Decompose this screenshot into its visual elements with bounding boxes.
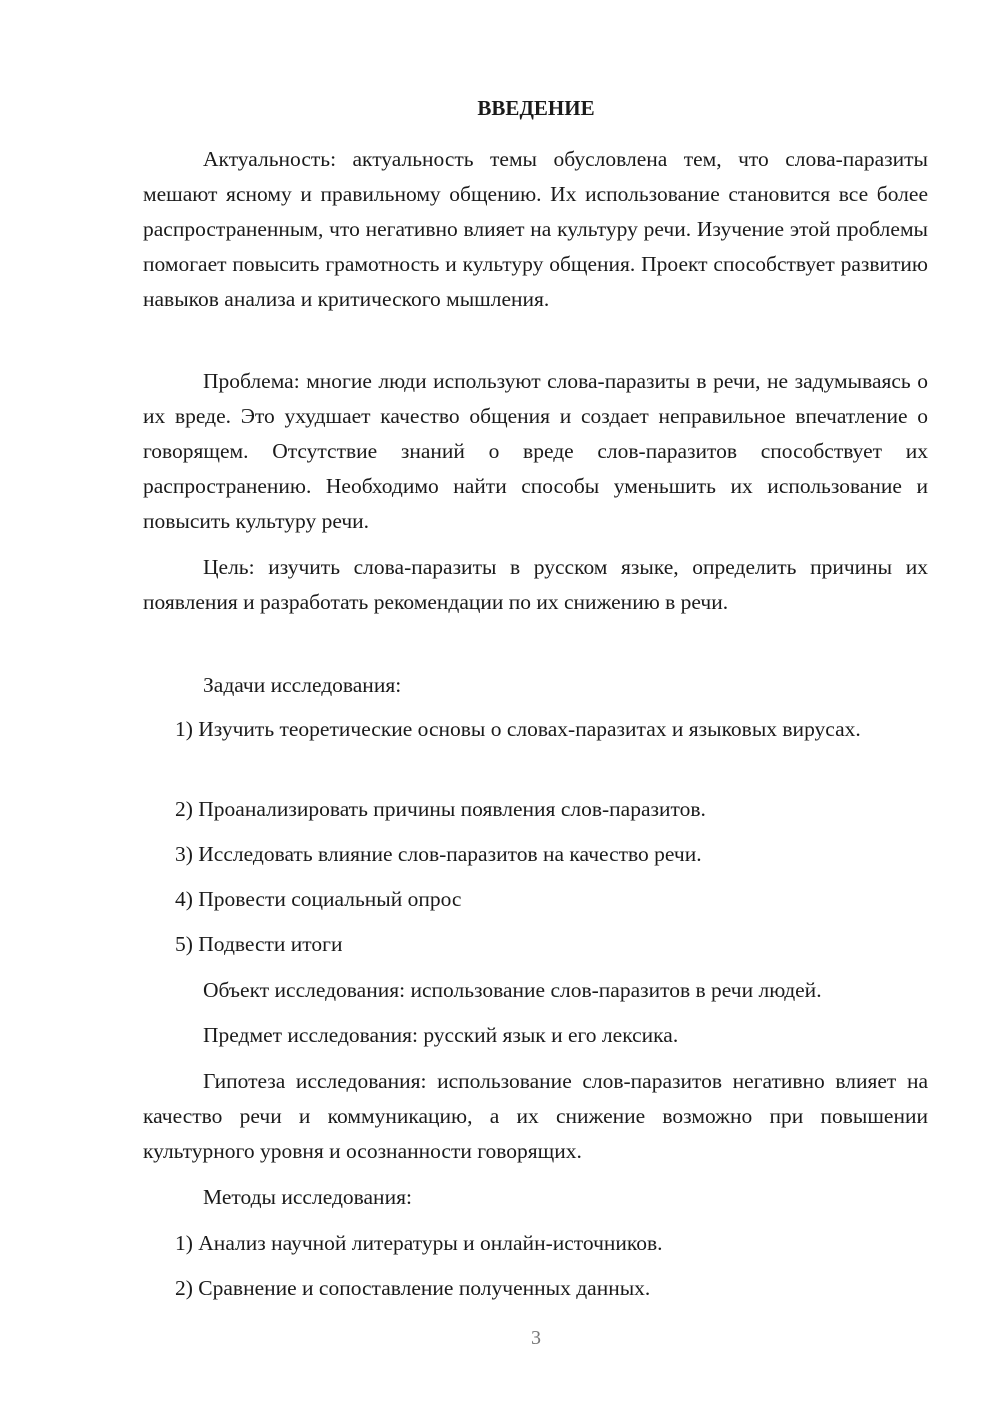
method-item-2: 2) Сравнение и сопоставление полученных данных. <box>175 1276 651 1300</box>
hypothesis-paragraph: Гипотеза исследования: использование слов-паразитов негативно влияет на качество речи и коммуникацию, а их снижение возможно при повышении культурного уровня и осознанности говорящих. <box>143 1069 928 1163</box>
task-item-1: 1) Изучить теоретические основы о словах-паразитах и языковых вирусах. <box>175 717 861 741</box>
task-item-2: 2) Проанализировать причины появления слов-паразитов. <box>175 797 706 821</box>
task-item-5: 5) Подвести итоги <box>175 932 343 956</box>
goal-paragraph: Цель: изучить слова-паразиты в русском языке, определить причины их появления и разработать рекомендации по их снижению в речи. <box>143 555 928 614</box>
problem-paragraph: Проблема: многие люди используют слова-паразиты в речи, не задумываясь о их вреде. Это ухудшает качество общения и создает неправильное впечатление о говорящем. Отсутствие знаний о вреде слов-паразитов способствует их распространению. Необходимо найти способы уменьшить их использование и повысить культуру речи. <box>143 369 928 533</box>
relevance-paragraph: Актуальность: актуальность темы обусловлена тем, что слова-паразиты мешают ясному и правильному общению. Их использование становится все более распространенным, что негативно влияет на культуру речи. Изучение этой проблемы помогает повысить грамотность и культуру общения. Проект способствует развитию навыков анализа и критического мышления. <box>143 147 928 311</box>
task-item-3: 3) Исследовать влияние слов-паразитов на качество речи. <box>175 842 702 866</box>
subject-paragraph: Предмет исследования: русский язык и его лексика. <box>203 1023 679 1047</box>
page-number: 3 <box>531 1327 541 1349</box>
method-item-1: 1) Анализ научной литературы и онлайн-источников. <box>175 1231 663 1255</box>
object-paragraph: Объект исследования: использование слов-паразитов в речи людей. <box>203 978 822 1002</box>
methods-heading: Методы исследования: <box>203 1185 412 1209</box>
task-item-4: 4) Провести социальный опрос <box>175 887 462 911</box>
tasks-heading: Задачи исследования: <box>203 673 402 697</box>
section-title: ВВЕДЕНИЕ <box>477 96 595 120</box>
